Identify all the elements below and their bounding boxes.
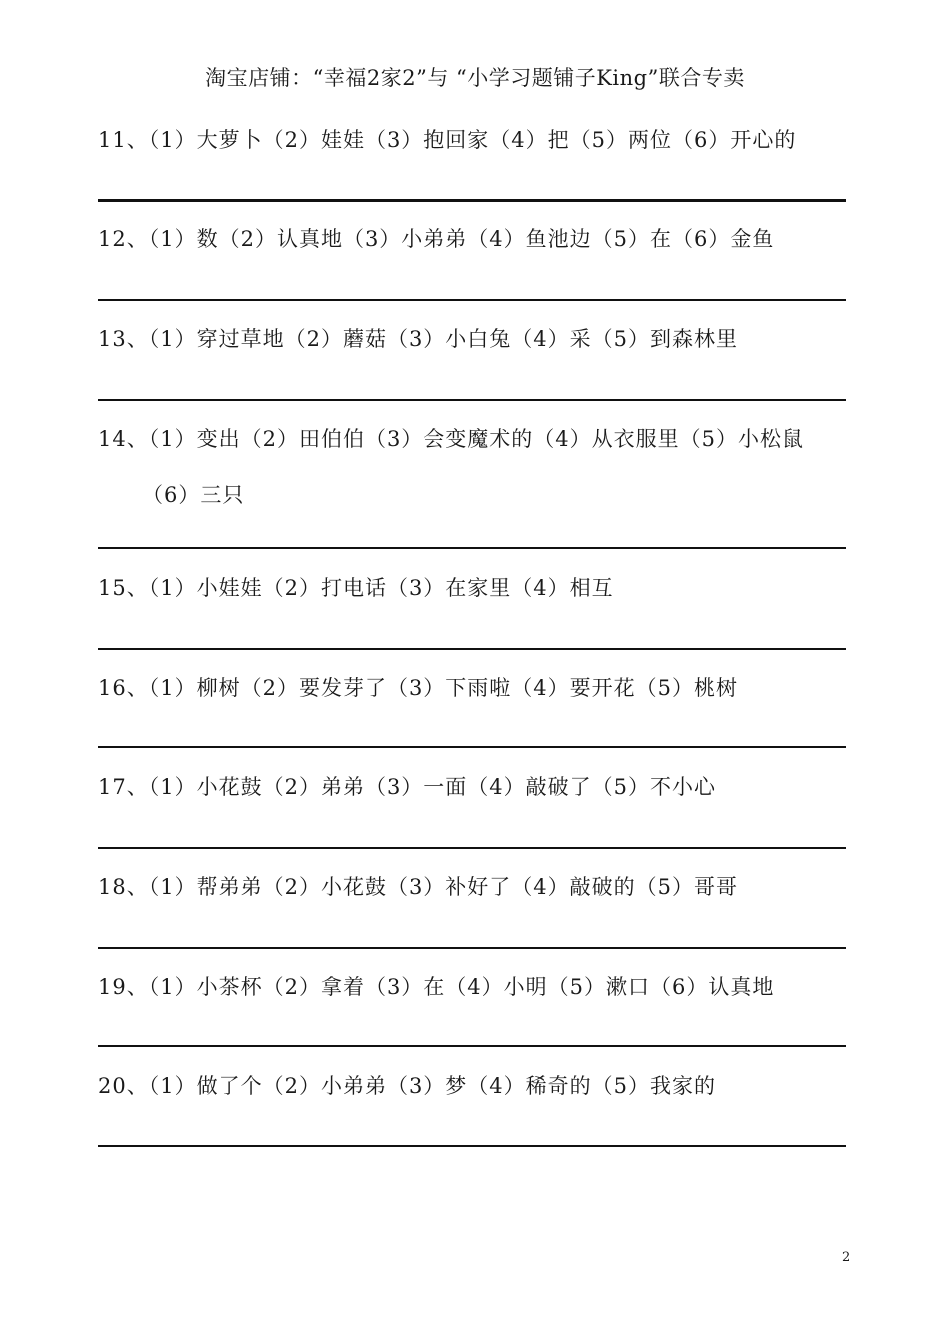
answer-line-15[interactable] (98, 648, 846, 650)
answer-line-13[interactable] (98, 399, 846, 401)
answer-line-17[interactable] (98, 847, 846, 849)
question-19: 19、（1）小茶杯（2）拿着（3）在（4）小明（5）漱口（6）认真地 (98, 975, 775, 999)
question-14-line2: （6）三只 (142, 483, 245, 507)
page-number: 2 (842, 1250, 851, 1265)
answer-line-20[interactable] (98, 1145, 846, 1147)
question-17: 17、（1）小花鼓（2）弟弟（3）一面（4）敲破了（5）不小心 (98, 775, 717, 799)
question-15: 15、（1）小娃娃（2）打电话（3）在家里（4）相互 (98, 576, 614, 600)
answer-line-14[interactable] (98, 547, 846, 549)
answer-line-16[interactable] (98, 746, 846, 748)
question-16: 16、（1）柳树（2）要发芽了（3）下雨啦（4）要开花（5）桃树 (98, 676, 739, 700)
question-13: 13、（1）穿过草地（2）蘑菇（3）小白兔（4）采（5）到森林里 (98, 327, 739, 351)
question-14 (98, 423, 804, 509)
answer-line-19[interactable] (98, 1045, 846, 1047)
answer-line-18[interactable] (98, 947, 846, 949)
question-11: 11、（1）大萝卜（2）娃娃（3）抱回家（4）把（5）两位（6）开心的 (98, 128, 797, 152)
question-18: 18、（1）帮弟弟（2）小花鼓（3）补好了（4）敲破的（5）哥哥 (98, 875, 739, 899)
answer-line-12[interactable] (98, 299, 846, 301)
question-14-line1: 14、（1）变出（2）田伯伯（3）会变魔术的（4）从衣服里（5）小松鼠 (98, 427, 805, 451)
question-12: 12、（1）数（2）认真地（3）小弟弟（4）鱼池边（5）在（6）金鱼 (98, 227, 775, 251)
page-header: 淘宝店铺：“幸福2家2”与 “小学习题铺子King”联合专卖 (205, 66, 745, 90)
question-20: 20、（1）做了个（2）小弟弟（3）梦（4）稀奇的（5）我家的 (98, 1074, 717, 1098)
answer-line-11[interactable] (98, 199, 846, 202)
